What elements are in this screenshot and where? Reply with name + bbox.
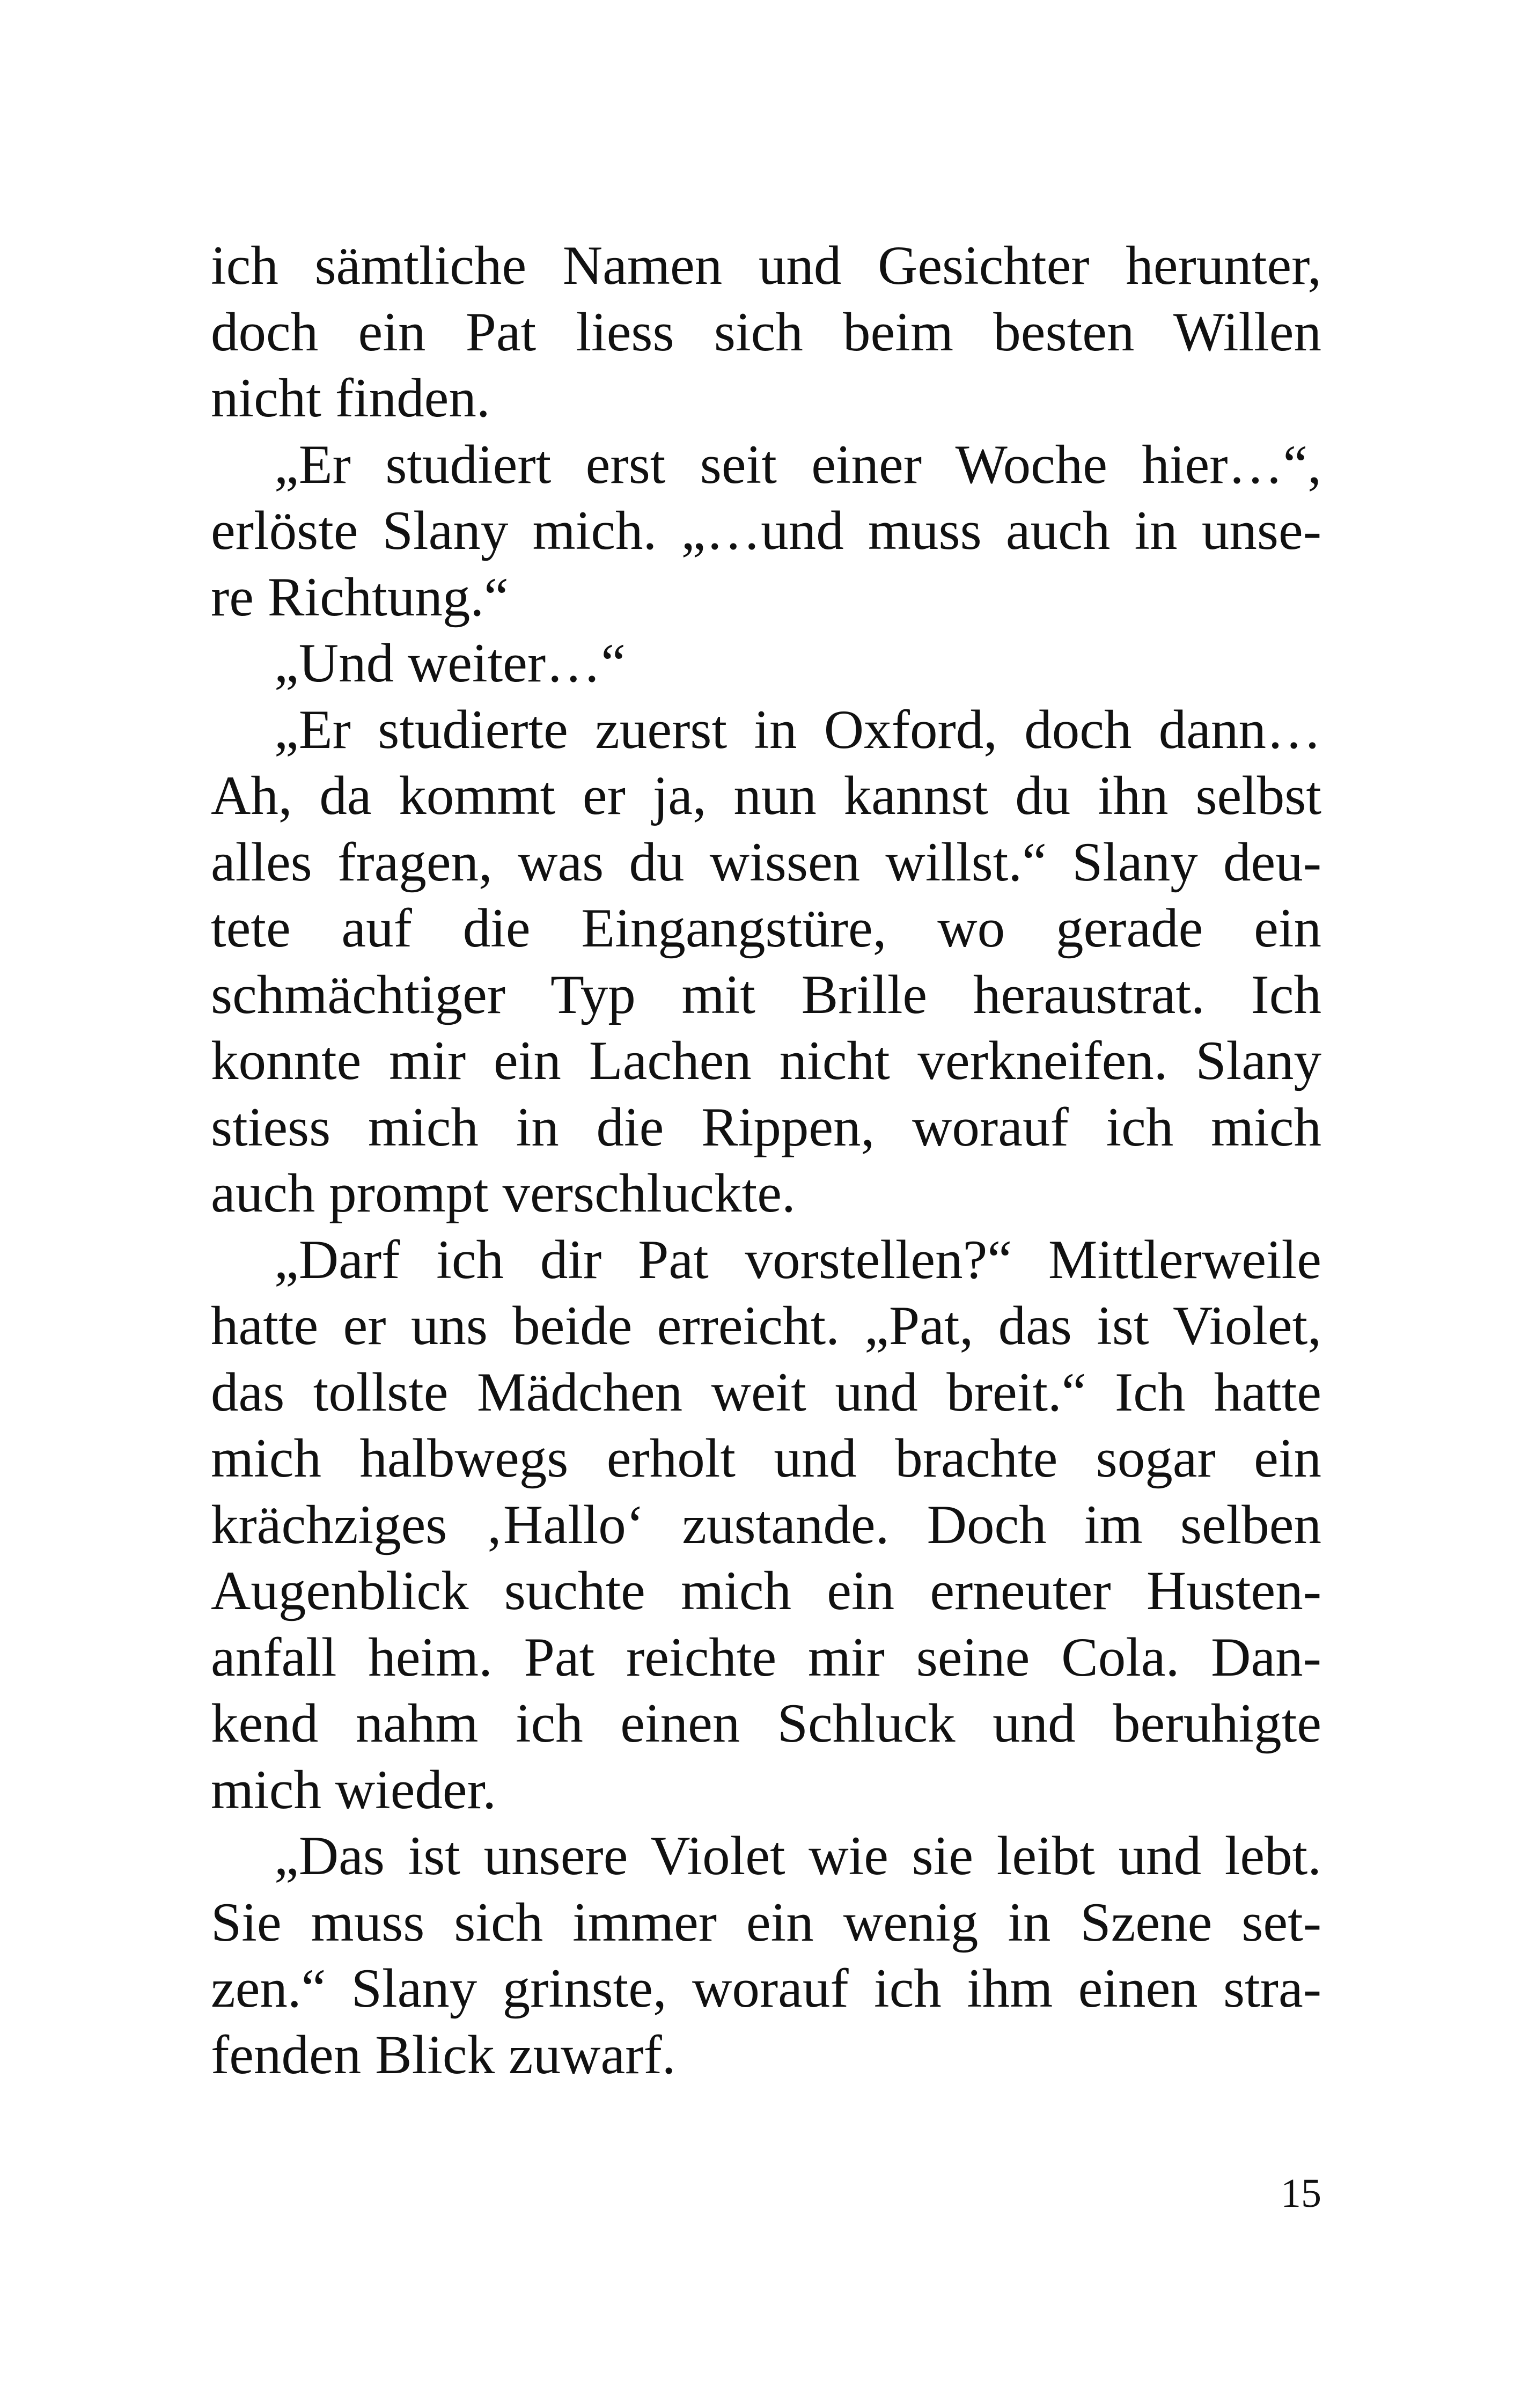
text-line: fenden Blick zuwarf. [211,2024,676,2086]
text-line: „Darf ich dir Pat vorstellen?“ Mittlerweile [274,1229,1321,1290]
text-line: mich wieder. [211,1759,496,1820]
text-line: anfall heim. Pat reichte mir seine Cola. Dan- [211,1626,1321,1688]
text-line: re Richtung.“ [211,566,509,628]
text-line: doch ein Pat liess sich beim besten Willen [211,301,1321,363]
text-line: stiess mich in die Rippen, worauf ich mich [211,1096,1321,1158]
text-line: schmächtiger Typ mit Brille heraustrat. Ich [211,964,1321,1025]
text-line: tete auf die Eingangstüre, wo gerade ein [211,898,1321,959]
text-line: „Er studierte zuerst in Oxford, doch dann… [274,699,1321,760]
text-line: mich halbwegs erholt und brachte sogar ein [211,1428,1321,1489]
page-number: 15 [1281,2171,1321,2216]
text-line: auch prompt verschluckte. [211,1163,796,1224]
text-line: ich sämtliche Namen und Gesichter herunter, [211,235,1321,296]
text-line: kend nahm ich einen Schluck und beruhigte [211,1693,1321,1754]
text-line: hatte er uns beide erreicht. „Pat, das ist Violet, [211,1295,1321,1356]
text-line: Sie muss sich immer ein wenig in Szene set- [211,1891,1321,1953]
text-line: „Und weiter…“ [274,633,626,694]
text-line: Augenblick suchte mich ein erneuter Husten- [211,1560,1321,1621]
text-line: konnte mir ein Lachen nicht verkneifen. Slany [211,1030,1321,1091]
text-line: nicht finden. [211,368,490,429]
text-line: erlöste Slany mich. „…und muss auch in unse- [211,500,1321,561]
text-line: krächziges ‚Hallo‘ zustande. Doch im selben [211,1494,1321,1555]
text-line: Ah, da kommt er ja, nun kannst du ihn selbst [211,765,1321,826]
text-line: „Er studiert erst seit einer Woche hier…“, [274,434,1321,495]
text-line: alles fragen, was du wissen willst.“ Slany deu- [211,831,1321,893]
text-line: zen.“ Slany grinste, worauf ich ihm einen stra- [211,1958,1321,2019]
body-text [211,233,1321,2088]
text-line: „Das ist unsere Violet wie sie leibt und lebt. [274,1825,1321,1886]
text-line: das tollste Mädchen weit und breit.“ Ich hatte [211,1361,1321,1423]
